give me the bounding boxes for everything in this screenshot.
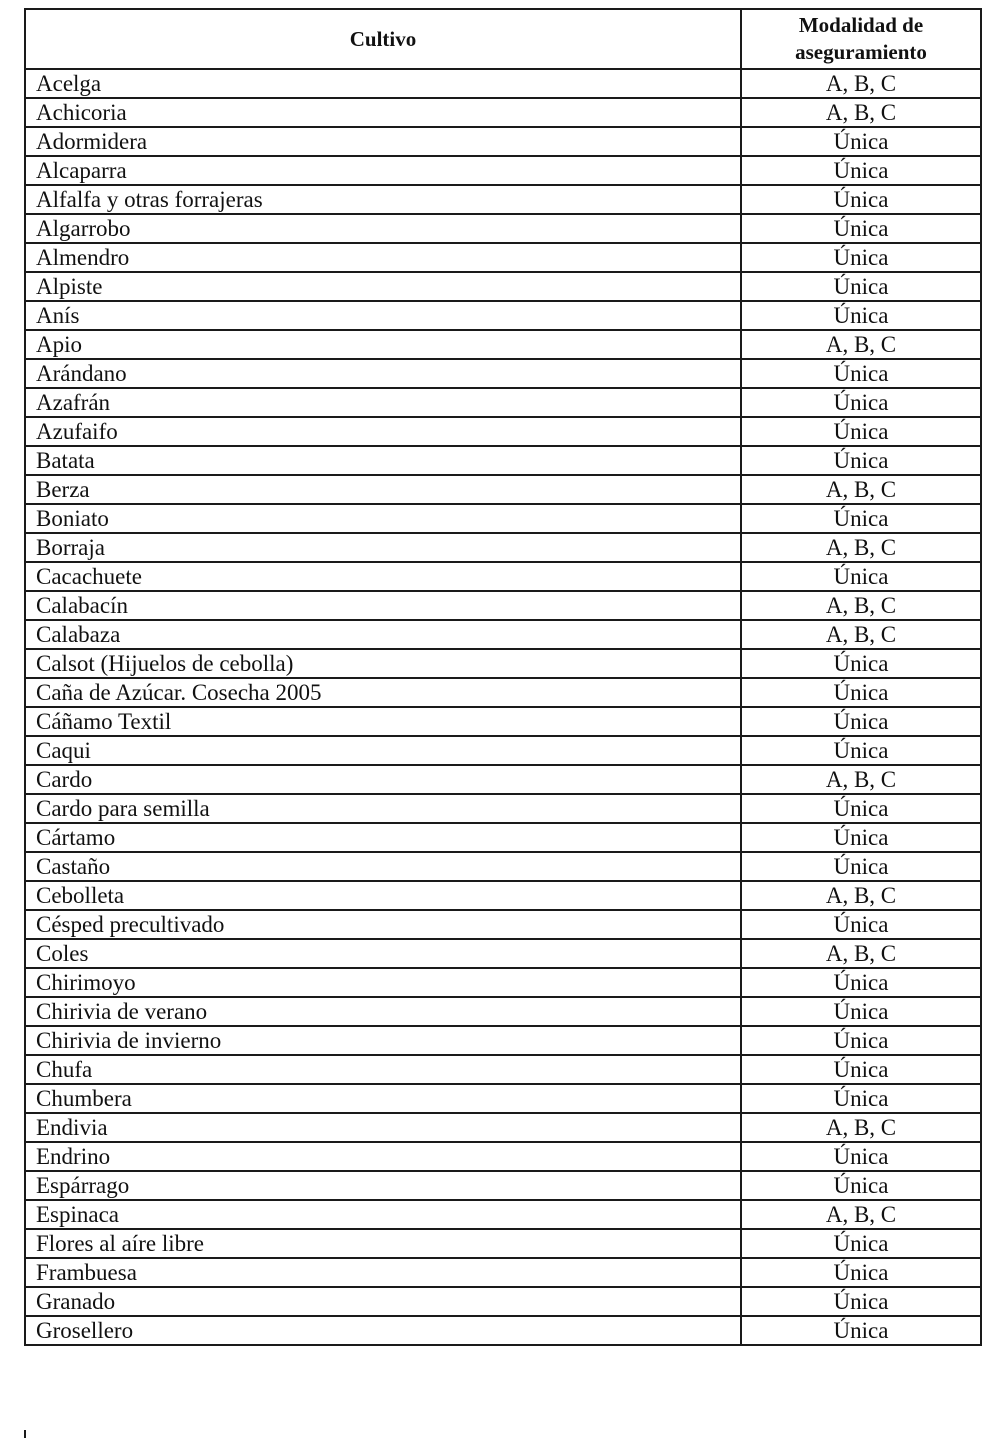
modality-cell: A, B, C [741,1200,981,1229]
crop-name-cell: Espárrago [25,1171,741,1200]
modality-cell: Única [741,794,981,823]
modality-cell: Única [741,504,981,533]
table-row [25,1200,981,1229]
crop-name-cell: Frambuesa [25,1258,741,1287]
modality-cell: Única [741,127,981,156]
crop-name-cell: Chumbera [25,1084,741,1113]
modality-cell: Única [741,1287,981,1316]
crop-name-cell: Cáñamo Textil [25,707,741,736]
modality-cell: Única [741,214,981,243]
table-row [25,69,981,98]
modality-cell: Única [741,417,981,446]
table-row [25,185,981,214]
crop-name-cell: Chirimoyo [25,968,741,997]
crop-name-cell: Castaño [25,852,741,881]
modality-cell: A, B, C [741,475,981,504]
crop-name-cell: Borraja [25,533,741,562]
crop-name-cell: Chirivia de verano [25,997,741,1026]
table-border-continuation [24,1430,26,1438]
crop-name-cell: Calsot (Hijuelos de cebolla) [25,649,741,678]
document-page [24,8,980,1346]
table-row [25,417,981,446]
modality-cell: Única [741,388,981,417]
table-row [25,562,981,591]
crop-name-cell: Apio [25,330,741,359]
crop-name-cell: Grosellero [25,1316,741,1345]
modality-cell: Única [741,707,981,736]
modality-cell: A, B, C [741,1113,981,1142]
modality-cell: Única [741,446,981,475]
table-row [25,1171,981,1200]
modality-cell: Única [741,272,981,301]
table-row [25,98,981,127]
table-row [25,1026,981,1055]
modality-cell: A, B, C [741,591,981,620]
table-row [25,852,981,881]
modality-cell: Única [741,1229,981,1258]
crop-modality-table [24,8,982,1346]
table-row [25,1229,981,1258]
modality-cell: Única [741,243,981,272]
modality-cell: Única [741,910,981,939]
modality-cell: Única [741,1171,981,1200]
table-row [25,794,981,823]
crop-name-cell: Cacachuete [25,562,741,591]
table-row [25,1142,981,1171]
crop-name-cell: Calabacín [25,591,741,620]
modality-cell: Única [741,1142,981,1171]
crop-name-cell: Boniato [25,504,741,533]
crop-name-cell: Chufa [25,1055,741,1084]
modality-cell: Única [741,823,981,852]
header-crop: Cultivo [25,9,741,69]
table-row [25,359,981,388]
modality-cell: Única [741,649,981,678]
modality-cell: Única [741,1258,981,1287]
modality-cell: Única [741,1084,981,1113]
table-row [25,156,981,185]
modality-cell: Única [741,1316,981,1345]
table-body [25,69,981,1345]
crop-name-cell: Alcaparra [25,156,741,185]
table-row [25,214,981,243]
table-row [25,1055,981,1084]
modality-cell: A, B, C [741,765,981,794]
table-header-row [25,9,981,69]
crop-name-cell: Batata [25,446,741,475]
table-row [25,591,981,620]
modality-cell: A, B, C [741,881,981,910]
header-modality-line1: Modalidad de [798,13,924,37]
crop-name-cell: Calabaza [25,620,741,649]
crop-name-cell: Caqui [25,736,741,765]
crop-name-cell: Arándano [25,359,741,388]
crop-name-cell: Endivia [25,1113,741,1142]
crop-name-cell: Alfalfa y otras forrajeras [25,185,741,214]
table-row [25,301,981,330]
crop-name-cell: Chirivia de invierno [25,1026,741,1055]
crop-name-cell: Anís [25,301,741,330]
table-row [25,910,981,939]
modality-cell: Única [741,997,981,1026]
table-row [25,1316,981,1345]
table-row [25,823,981,852]
table-row [25,968,981,997]
table-row [25,504,981,533]
crop-name-cell: Acelga [25,69,741,98]
table-row [25,1084,981,1113]
table-row [25,475,981,504]
crop-name-cell: Azafrán [25,388,741,417]
table-row [25,765,981,794]
table-row [25,939,981,968]
crop-name-cell: Endrino [25,1142,741,1171]
modality-cell: Única [741,736,981,765]
crop-name-cell: Coles [25,939,741,968]
crop-name-cell: Alpiste [25,272,741,301]
modality-cell: Única [741,359,981,388]
table-row [25,736,981,765]
header-modality [741,9,981,69]
modality-cell: A, B, C [741,98,981,127]
crop-name-cell: Berza [25,475,741,504]
table-row [25,446,981,475]
table-row [25,388,981,417]
table-row [25,1258,981,1287]
header-modality-line2: aseguramiento [795,40,927,64]
crop-name-cell: Adormidera [25,127,741,156]
modality-cell: Única [741,678,981,707]
table-row [25,330,981,359]
table-row [25,243,981,272]
table-row [25,127,981,156]
modality-cell: A, B, C [741,620,981,649]
modality-cell: Única [741,185,981,214]
crop-name-cell: Flores al aíre libre [25,1229,741,1258]
table-row [25,997,981,1026]
modality-cell: Única [741,1055,981,1084]
crop-name-cell: Granado [25,1287,741,1316]
table-row [25,620,981,649]
modality-cell: Única [741,156,981,185]
crop-name-cell: Azufaifo [25,417,741,446]
crop-name-cell: Cardo para semilla [25,794,741,823]
crop-name-cell: Espinaca [25,1200,741,1229]
modality-cell: A, B, C [741,69,981,98]
modality-cell: Única [741,562,981,591]
table-row [25,707,981,736]
table-row [25,1113,981,1142]
table-row [25,678,981,707]
modality-cell: A, B, C [741,939,981,968]
crop-name-cell: Cebolleta [25,881,741,910]
crop-name-cell: Césped precultivado [25,910,741,939]
modality-cell: Única [741,1026,981,1055]
crop-name-cell: Cártamo [25,823,741,852]
modality-cell: A, B, C [741,330,981,359]
crop-name-cell: Achicoria [25,98,741,127]
table-row [25,533,981,562]
crop-name-cell: Cardo [25,765,741,794]
modality-cell: Única [741,968,981,997]
table-row [25,881,981,910]
crop-name-cell: Caña de Azúcar. Cosecha 2005 [25,678,741,707]
crop-name-cell: Algarrobo [25,214,741,243]
modality-cell: Única [741,301,981,330]
table-row [25,272,981,301]
table-row [25,1287,981,1316]
modality-cell: A, B, C [741,533,981,562]
modality-cell: Única [741,852,981,881]
table-row [25,649,981,678]
crop-name-cell: Almendro [25,243,741,272]
